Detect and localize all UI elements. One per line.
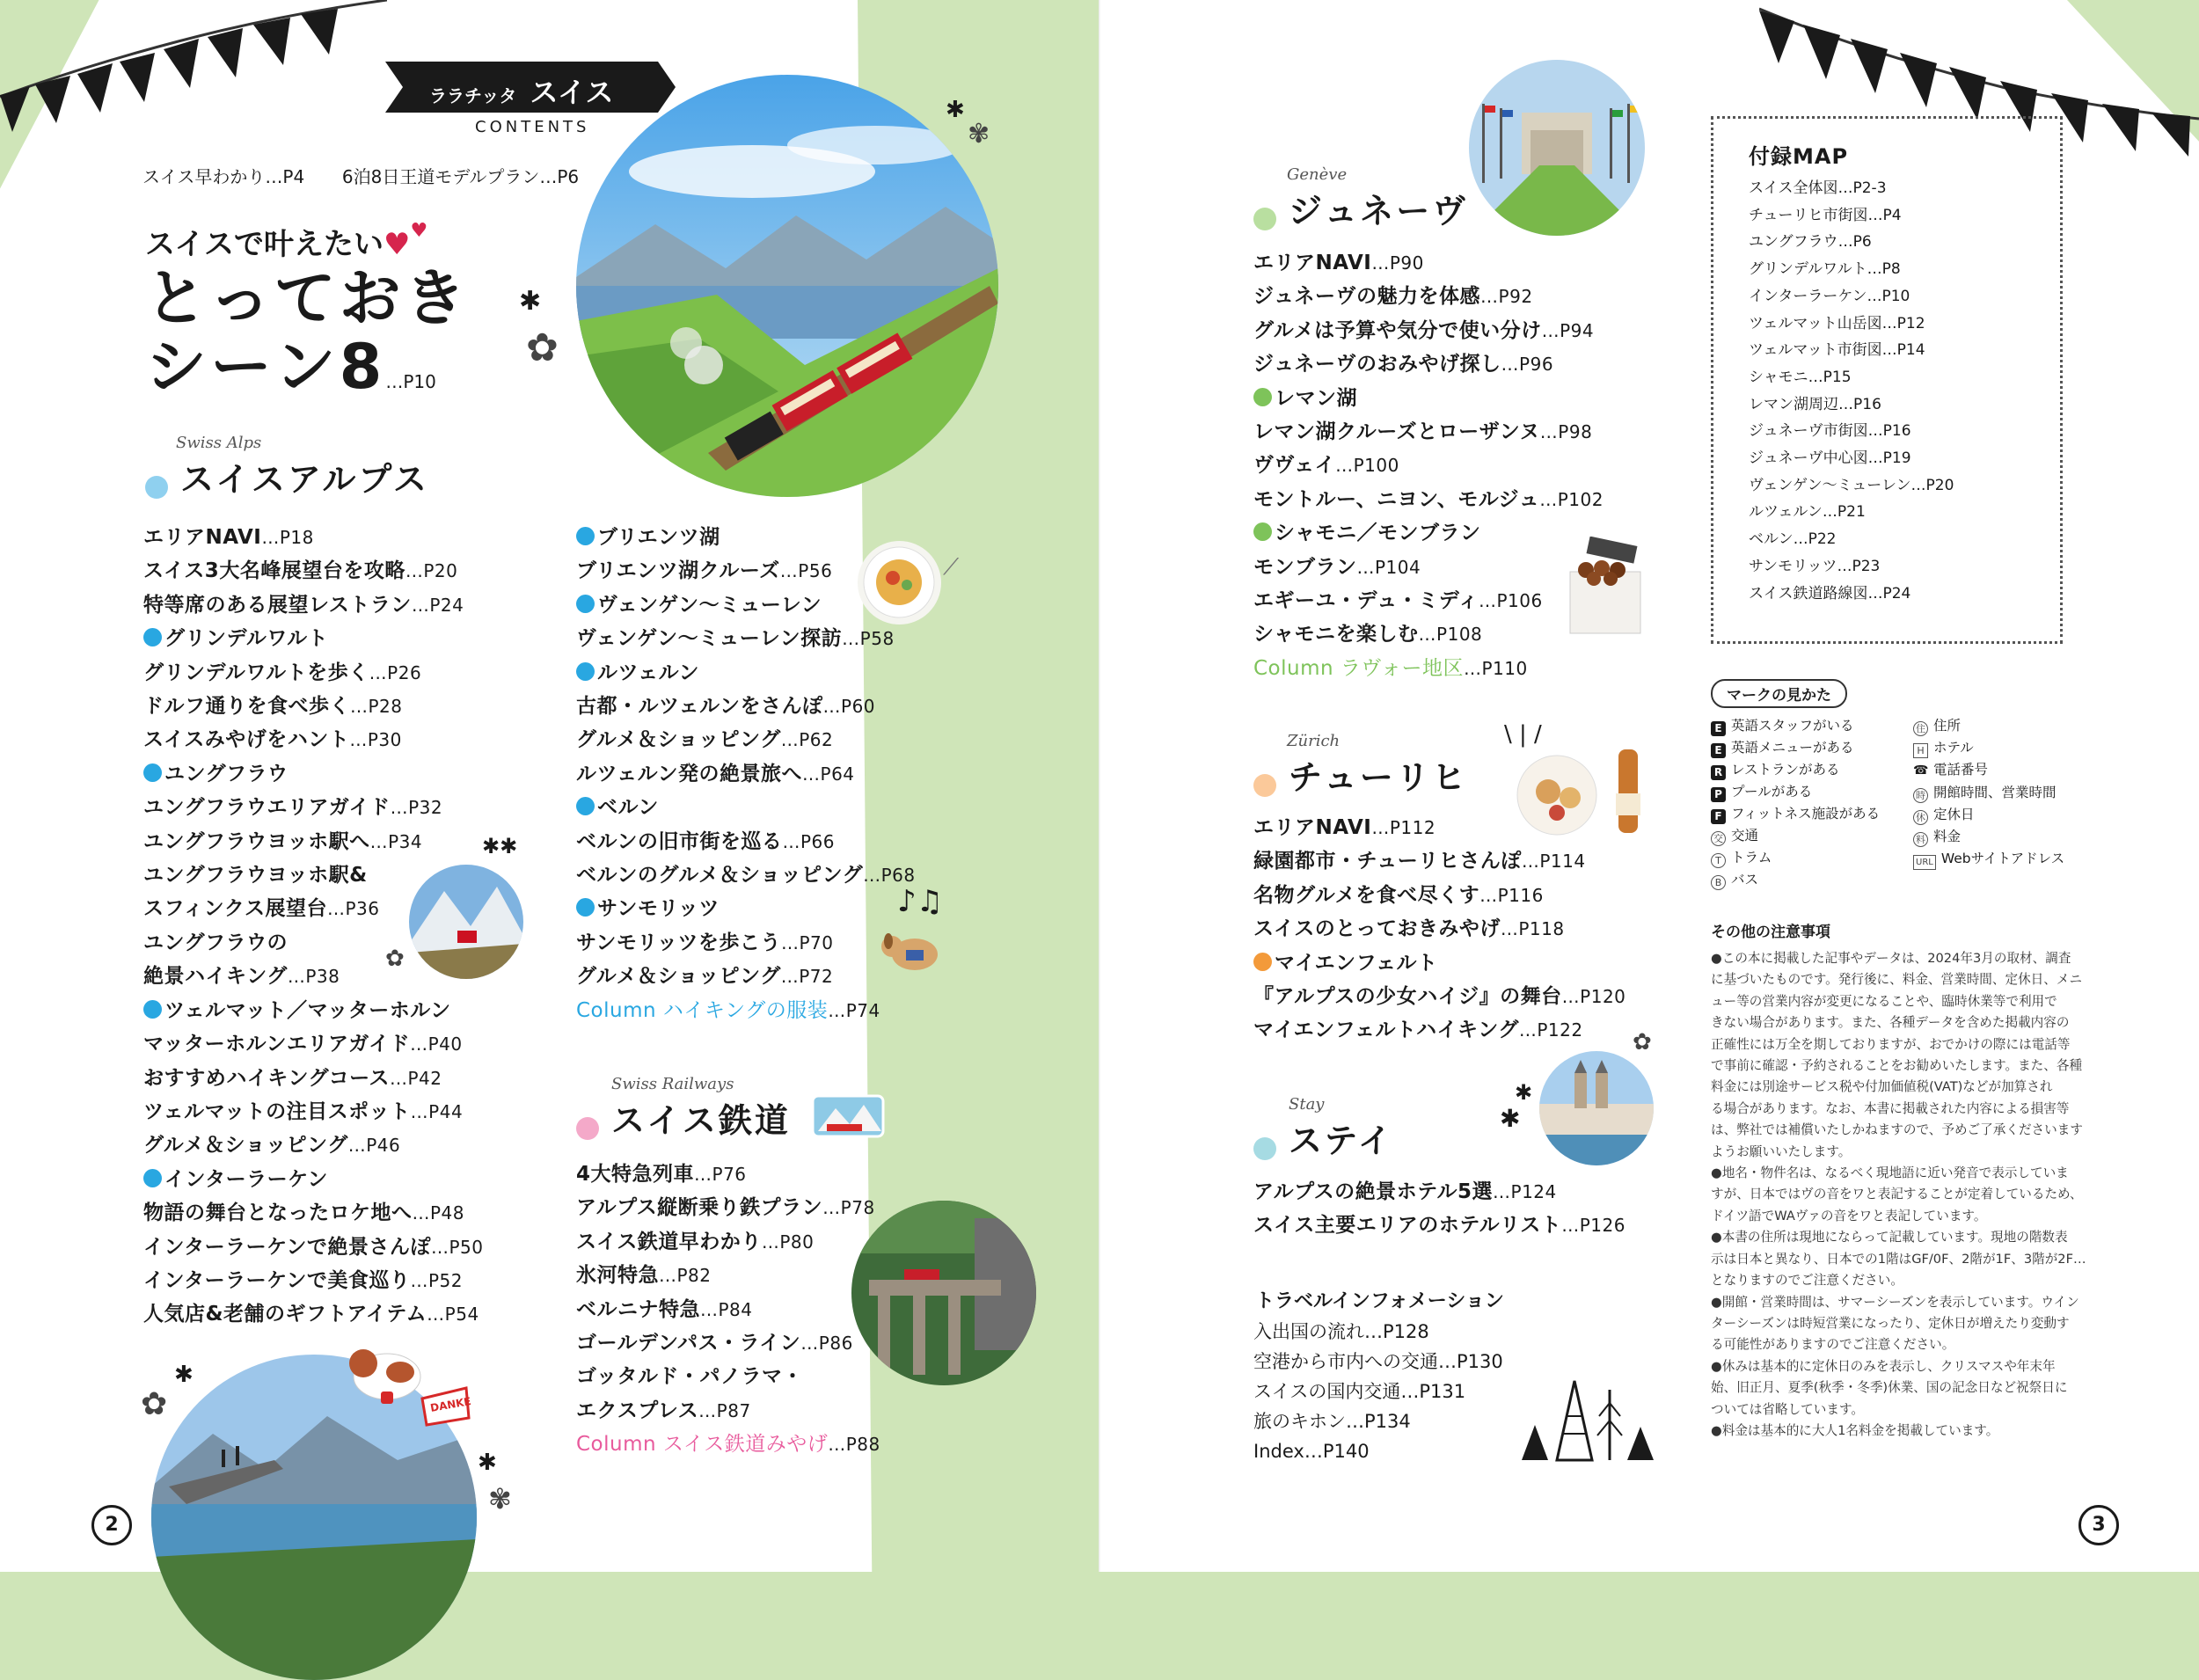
rail-heading [576,1075,796,1142]
toc-item[interactable]: スイスの国内交通…P131 [1253,1381,1466,1402]
toc-item[interactable]: ゴッタルド・パノラマ・ [576,1365,804,1389]
toc-item[interactable]: サンモリッツを歩こう…P70 [576,931,834,954]
alps-title: スイスアルプス [180,460,429,499]
toc-area-heading[interactable]: シャモニ／モンブラン [1253,516,1604,550]
heart-small-icon: ♥ [410,220,428,242]
brand-label: ララチッタ [429,85,517,106]
intro-page-1: …P4 [265,166,305,187]
toc-item[interactable]: Index…P140 [1253,1441,1370,1462]
legend-left [1711,715,1880,891]
toc-item[interactable]: エギーユ・デュ・ミディ…P106 [1253,589,1543,613]
toc-item[interactable]: アルプスの絶景ホテル5選…P124 [1253,1180,1557,1203]
area-dot-icon [1253,953,1272,971]
toc-item[interactable]: 空港から市内への交通…P130 [1253,1351,1503,1372]
toc-area-heading[interactable]: ヴェンゲン～ミューレン [576,588,916,622]
map-item[interactable]: ジュネーヴ中心図…P19 [1749,449,1911,468]
geneve-heading [1253,165,1473,232]
toc-item[interactable]: エクスプレス…P87 [576,1399,751,1422]
toc-item[interactable]: マイエンフェルトハイキング…P122 [1253,1019,1583,1042]
section-dot-icon [145,476,168,499]
toc-item[interactable]: グルメは予算や気分で使い分け…P94 [1253,318,1595,342]
section-dot-icon [1253,208,1276,230]
geneve-script: Genève [1287,165,1348,184]
toc-item[interactable]: ドルフ通りを食べ歩く…P28 [143,695,403,719]
toc-item[interactable]: ユングフラウヨッホ駅へ…P34 [143,829,423,853]
map-item[interactable]: シャモニ…P15 [1749,368,1852,386]
guide-title: スイス [530,76,614,109]
toc-item[interactable]: グルメ＆ショッピング…P46 [143,1134,401,1158]
toc-area-heading[interactable]: ユングフラウ [143,757,483,791]
intro-item-2[interactable]: 6泊8日王道モデルプラン [341,166,540,187]
toc-item[interactable]: 4大特急列車…P76 [576,1163,747,1186]
toc-item[interactable]: エリアNAVI…P112 [1253,816,1436,839]
toc-item[interactable]: ルツェルン発の絶景旅へ…P64 [576,762,855,785]
toc-area-heading[interactable]: グリンデルワルト [143,622,483,655]
feature-line-2: とっておき [145,262,470,334]
toc-item[interactable]: 名物グルメを食べ尽くす…P116 [1253,883,1544,907]
toc-item[interactable]: インターラーケンで絶景さんぽ…P50 [143,1235,484,1259]
stay-title: ステイ [1289,1121,1394,1160]
map-item[interactable]: ヴェンゲン～ミューレン…P20 [1749,476,1954,494]
heart-icon: ♥ [383,227,411,262]
contents-label: CONTENTS [475,118,590,136]
feature-block[interactable] [145,220,470,403]
flower-icon: ✾ [488,1482,512,1516]
toc-item[interactable]: スイスのとっておきみやげ…P118 [1253,917,1565,941]
legend-item: H ホテル [1913,737,2064,759]
toc-item[interactable]: ユングフラウヨッホ駅& [143,864,368,887]
notes-body: ●この本に掲載した記事やデータは、2024年3月の取材、調査 に基づいたものです。発行後に、料金、営業時間、定休日、メニ ュー等の営業内容が変更になることや、臨時休業等で利用で きない場合があります。また、各種データを含めた掲載内容の 正確性には万全を期しておりますが、おでかけの際には電話等 で事前に確認・予約されることをお勧めいたします。また、各種 料金には別途サービス税や付加価値税(VAT)などが加算され る場合があります。なお、本書に掲載された内容による損害等 は、弊社では補償いたしかねますので、予めご了承くださいます ようお願いいたします。 ●地名・物件名は、なるべく現地語に近い発音で表示していま すが、日本ではヴの音をワと表記することが定着しているため、 ドイツ語でWAヴァの音をワと表記しています。 ●本書の住所は現地にならって記載しています。現地の階数表 示は日本と異なり、日本での1階はGF/0F、2階が1F、3階が2F… となりますのでご注意ください。 ●開館・営業時間は、サマーシーズンを表示しています。ウイン ターシーズンは時短営業になったり、定休日が増えたり変動す る可能性がありますのでご注意ください。 ●休みは基本的に定休日のみを表示し、クリスマスや年末年 始、旧正月、夏季(秋季・冬季)休業、国の記念日など祝祭日に ついては省略しています。 ●料金は基本的に大人1名料金を掲載しています。 [1711,951,2086,1438]
sparkle-icon: ✱ [1515,1080,1533,1105]
flag-label: DANKE [429,1395,472,1414]
legend-item: 休 定休日 [1913,804,2064,826]
map-item[interactable]: インターラーケン…P10 [1749,287,1910,305]
toc-item[interactable]: エリアNAVI…P18 [143,526,314,549]
zurich-title: チューリヒ [1289,758,1468,797]
notes-title: その他の注意事項 [1711,924,1830,941]
toc-item[interactable]: グルメ＆ショッピング…P62 [576,728,834,752]
dog-sticker-icon [339,1337,471,1434]
section-dot-icon [1253,774,1276,797]
rail-script: Swiss Railways [611,1075,734,1093]
toc-item[interactable]: おすすめハイキングコース…P42 [143,1066,442,1090]
legend-item: F フィットネス施設がある [1711,803,1880,825]
legend-right [1913,715,2064,870]
legend-item: B バス [1711,869,1880,891]
zurich-script: Zürich [1287,732,1341,750]
legend-item: 交 交通 [1711,825,1880,847]
column-item[interactable]: Column スイス鉄道みやげ…P88 [576,1433,880,1457]
travel-title: トラベルインフォメーション [1255,1290,1504,1312]
toc-item[interactable]: スイス主要エリアのホテルリスト…P126 [1253,1214,1626,1238]
area-dot-icon [576,898,595,917]
legend-item: URL Webサイトアドレス [1913,848,2064,870]
toc-item[interactable]: モンブラン…P104 [1253,555,1421,579]
toc-item[interactable]: ベルニナ特急…P84 [576,1297,753,1321]
toc-item[interactable]: 氷河特急…P82 [576,1264,712,1288]
fork-icon: ⟋ [943,554,960,581]
sparkle-icon: ✱ [478,1450,497,1476]
toc-item[interactable]: ユングフラウの [143,931,289,954]
geneva-photo [1469,60,1645,236]
toc-item[interactable]: ベルンの旧市街を巡る…P66 [576,829,835,853]
toc-area-heading[interactable]: レマン湖 [1253,382,1604,415]
feature-line-3: シーン8 [145,331,386,403]
intro-line [142,163,579,188]
map-item[interactable]: ツェルマット市街図…P14 [1749,341,1925,360]
sparkle-icon: ✱✱ [482,834,518,858]
area-dot-icon [1253,388,1272,406]
travel-toc [1253,1317,1503,1466]
legend-item: E 英語スタッフがいる [1711,715,1880,737]
legend-title: マークの見かた [1711,679,1847,708]
toc-item[interactable]: スイスみやげをハント…P30 [143,728,402,752]
toc-item[interactable]: 人気店&老舗のギフトアイテム…P54 [143,1303,479,1326]
area-dot-icon [576,595,595,613]
toc-item[interactable]: 物語の舞台となったロケ地へ…P48 [143,1202,465,1225]
alps-heading [145,434,435,500]
area-dot-icon [143,628,162,646]
toc-item[interactable]: モントルー、ニヨン、モルジュ…P102 [1253,487,1604,511]
toc-item[interactable]: 特等席のある展望レストラン…P24 [143,593,464,617]
page-number-left: 2 [91,1505,132,1545]
legend-item: 料 料金 [1913,826,2064,848]
trees-icon [1504,1363,1654,1469]
map-item[interactable]: ベルン…P22 [1749,530,1837,549]
map-list [1749,175,1954,607]
map-item[interactable]: ツェルマット山岳図…P12 [1749,314,1925,332]
toc-item[interactable]: ジュネーヴの魅力を体感…P92 [1253,285,1533,309]
area-dot-icon [576,527,595,545]
zurich-photo [1539,1051,1654,1165]
rail-title: スイス鉄道 [611,1101,791,1140]
toc-item[interactable]: 古都・ルツェルンをさんぽ…P60 [576,695,876,719]
stay-toc [1253,1175,1626,1243]
legend-item: ☎ 電話番号 [1913,762,1989,778]
dog-toy-photo [880,924,941,976]
toc-item[interactable]: ヴヴェイ…P100 [1253,454,1399,478]
section-dot-icon [1253,1137,1276,1160]
stay-script: Stay [1289,1095,1325,1114]
jungfrau-photo [409,865,523,979]
toc-area-heading[interactable]: ルツェルン [576,656,916,690]
toc-item[interactable]: ツェルマットの注目スポット…P44 [143,1099,464,1123]
rail-toc [576,1158,880,1462]
toc-area-heading[interactable]: マイエンフェルト [1253,946,1626,980]
toc-item[interactable]: エリアNAVI…P90 [1253,252,1424,274]
area-dot-icon [143,1169,162,1187]
toc-item[interactable]: ブリエンツ湖クルーズ…P56 [576,559,833,583]
toc-item[interactable]: 入出国の流れ…P128 [1253,1321,1429,1342]
toc-area-heading[interactable]: サンモリッツ [576,892,916,925]
column-item[interactable]: Column ラヴォー地区…P110 [1253,656,1528,680]
map-item[interactable]: レマン湖周辺…P16 [1749,395,1881,413]
flower-icon: ✿ [141,1386,168,1422]
toc-item[interactable]: マッターホルンエリアガイド…P40 [143,1033,463,1056]
zurich-heading [1253,732,1473,799]
page-number-right: 3 [2078,1505,2119,1545]
legend-item: R レストランがある [1711,759,1880,781]
toc-item[interactable]: アルプス縦断乗り鉄プラン…P78 [576,1196,875,1220]
toc-item[interactable]: ゴールデンパス・ライン…P86 [576,1332,853,1355]
legend-item: 時 開館時間、営業時間 [1913,782,2064,804]
geneve-title: ジュネーヴ [1289,192,1469,230]
feature-page: …P10 [385,371,436,392]
sparkle-icon: ✱ [519,286,542,317]
toc-item[interactable]: グリンデルワルトを歩く…P26 [143,661,422,684]
map-title: 付録MAP [1749,144,1849,169]
food-plate-photo [858,541,941,625]
toc-item[interactable]: インターラーケンで美食巡り…P52 [143,1268,463,1292]
sparkle-lines-icon: \ | / [1504,721,1542,748]
music-notes-icon: ♪♫ [897,884,944,919]
toc-item[interactable]: ベルンのグルメ＆ショッピング…P68 [576,864,916,887]
geneve-toc [1253,246,1604,685]
toc-item[interactable]: グルメ＆ショッピング…P72 [576,965,834,989]
bunting-left-icon [0,0,387,167]
toc-item[interactable]: ユングフラウエリアガイド…P32 [143,796,443,820]
toc-item[interactable]: ジュネーヴのおみやげ探し…P96 [1253,353,1554,376]
stay-heading [1253,1095,1399,1162]
area-dot-icon [143,1000,162,1019]
map-item[interactable]: スイス全体図…P2-3 [1749,179,1887,197]
map-item[interactable]: スイス鉄道路線図…P24 [1749,584,1911,603]
toc-item[interactable]: スイス3大名峰展望台を攻略…P20 [143,559,458,583]
area-dot-icon [143,763,162,782]
section-dot-icon [576,1117,599,1140]
zurich-toc [1253,811,1626,1048]
chocolate-box-photo [1561,537,1645,638]
train-photo [576,75,998,497]
flower-icon: ✿ [526,325,559,370]
toc-item[interactable]: スフィンクス展望台…P36 [143,897,380,921]
feature-line-1: スイスで叶えたい [145,227,384,262]
toc-item[interactable]: スイス鉄道早わかり…P80 [576,1230,815,1253]
flower-icon: ✾ [968,119,990,150]
map-item[interactable]: グリンデルワルト…P8 [1749,260,1901,279]
toc-item[interactable]: 旅のキホン…P134 [1253,1411,1411,1432]
legend-item: T トラム [1711,847,1880,869]
toc-item[interactable]: 『アルプスの少女ハイジ』の舞台…P120 [1253,985,1626,1009]
toc-item[interactable]: 絶景ハイキング…P38 [143,965,340,989]
map-item[interactable]: サンモリッツ…P23 [1749,557,1881,575]
title-banner [385,62,676,113]
legend-item: E 英語メニューがある [1711,737,1880,759]
postcard-sticker-icon [809,1089,888,1142]
toc-area-heading[interactable]: インターラーケン [143,1163,483,1196]
area-dot-icon [576,662,595,681]
toc-item[interactable]: ヴェンゲン～ミューレン探訪…P58 [576,627,895,651]
area-dot-icon [576,797,595,815]
page-spine [1099,0,1100,1572]
area-dot-icon [1253,522,1272,541]
sparkle-icon: ✱ [174,1362,194,1388]
toc-item[interactable]: 緑園都市・チューリヒさんぽ…P114 [1253,850,1586,873]
toc-item[interactable]: シャモニを楽しむ…P108 [1253,623,1483,646]
sparkle-icon: ✱ [946,97,965,123]
viaduct-photo [851,1201,1036,1385]
alps-script: Swiss Alps [176,434,262,452]
toc-area-heading[interactable]: ブリエンツ湖 [576,521,916,554]
toc-area-heading[interactable]: ツェルマット／マッターホルン [143,994,483,1027]
intro-page-2: …P6 [539,166,580,187]
column-item[interactable]: Column ハイキングの服装…P74 [576,998,880,1022]
map-item[interactable]: チューリヒ市街図…P4 [1749,206,1902,224]
flower-icon: ✿ [1633,1029,1652,1055]
toc-area-heading[interactable]: ベルン [576,791,916,824]
intro-item-1[interactable]: スイス早わかり [142,166,266,187]
legend-item: P プールがある [1711,781,1880,803]
toc-item[interactable]: レマン湖クルーズとローザンヌ…P98 [1253,420,1593,444]
sparkle-icon: ✱ [1500,1104,1521,1133]
legend-item: 住 住所 [1913,715,2064,737]
map-item[interactable]: ユングフラウ…P6 [1749,233,1872,252]
flower-icon: ✿ [385,946,405,972]
map-item[interactable]: ルツェルン…P21 [1749,503,1866,522]
map-item[interactable]: ジュネーヴ市街図…P16 [1749,422,1911,441]
